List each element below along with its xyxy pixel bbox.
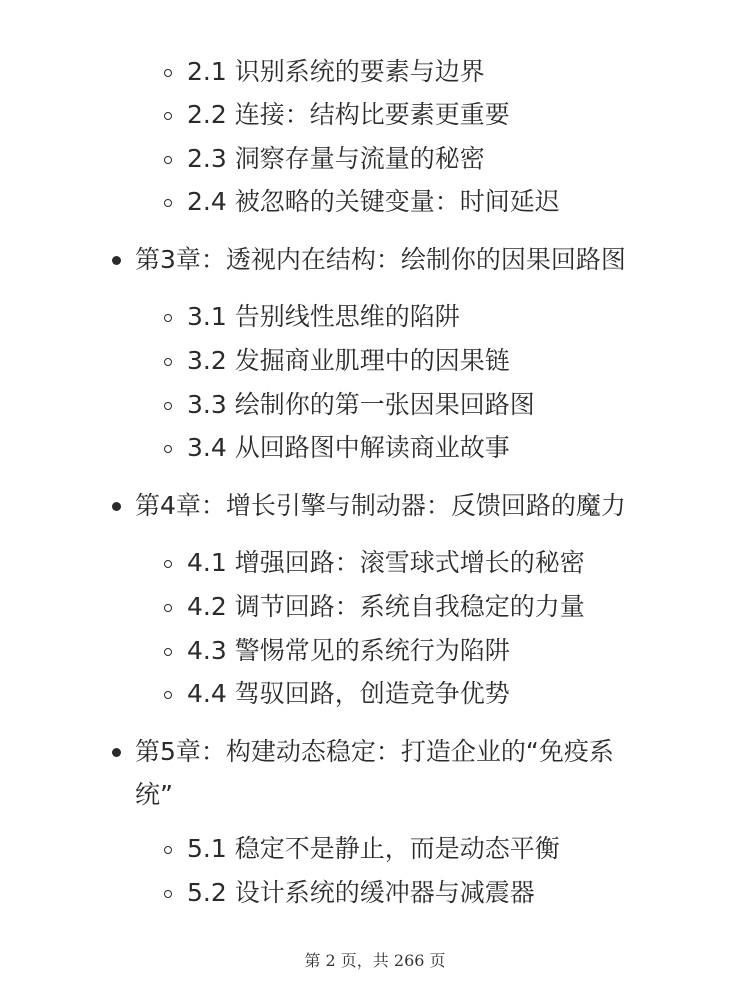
outline-chapter-title: 第5章：构建动态稳定：打造企业的“免疫系: [135, 737, 614, 766]
outline-section-item: 5.1 稳定不是静止，而是动态平衡: [187, 834, 560, 863]
outline-section-item: 3.3 绘制你的第一张因果回路图: [187, 390, 535, 419]
outline-section-item: 3.2 发掘商业肌理中的因果链: [187, 346, 510, 375]
hollow-bullet-icon: [164, 358, 172, 366]
outline-chapter-title-continuation: 统”: [135, 780, 173, 809]
outline-section-item: 3.4 从回路图中解读商业故事: [187, 433, 510, 462]
outline-section-item: 4.3 警惕常见的系统行为陷阱: [187, 636, 510, 665]
hollow-bullet-icon: [164, 112, 172, 120]
filled-bullet-icon: [112, 502, 121, 511]
hollow-bullet-icon: [164, 156, 172, 164]
outline-section-item: 2.2 连接：结构比要素更重要: [187, 100, 510, 129]
outline-chapter-title: 第4章：增长引擎与制动器：反馈回路的魔力: [135, 491, 626, 520]
filled-bullet-icon: [112, 256, 121, 265]
hollow-bullet-icon: [164, 890, 172, 898]
filled-bullet-icon: [112, 748, 121, 757]
outline-section-item: 3.1 告别线性思维的陷阱: [187, 302, 460, 331]
hollow-bullet-icon: [164, 604, 172, 612]
hollow-bullet-icon: [164, 314, 172, 322]
hollow-bullet-icon: [164, 199, 172, 207]
page-number-footer: 第 2 页，共 266 页: [304, 951, 446, 970]
outline-section-item: 4.2 调节回路：系统自我稳定的力量: [187, 592, 585, 621]
outline-section-item: 4.4 驾驭回路，创造竞争优势: [187, 679, 510, 708]
hollow-bullet-icon: [164, 69, 172, 77]
outline-section-item: 2.1 识别系统的要素与边界: [187, 57, 485, 86]
outline-section-item: 2.3 洞察存量与流量的秘密: [187, 144, 485, 173]
hollow-bullet-icon: [164, 846, 172, 854]
outline-section-item: 2.4 被忽略的关键变量：时间延迟: [187, 187, 560, 216]
outline-chapter-title: 第3章：透视内在结构：绘制你的因果回路图: [135, 245, 626, 274]
hollow-bullet-icon: [164, 648, 172, 656]
hollow-bullet-icon: [164, 560, 172, 568]
hollow-bullet-icon: [164, 445, 172, 453]
outline-section-item: 4.1 增强回路：滚雪球式增长的秘密: [187, 548, 585, 577]
outline-section-item: 5.2 设计系统的缓冲器与减震器: [187, 878, 535, 907]
hollow-bullet-icon: [164, 691, 172, 699]
hollow-bullet-icon: [164, 402, 172, 410]
